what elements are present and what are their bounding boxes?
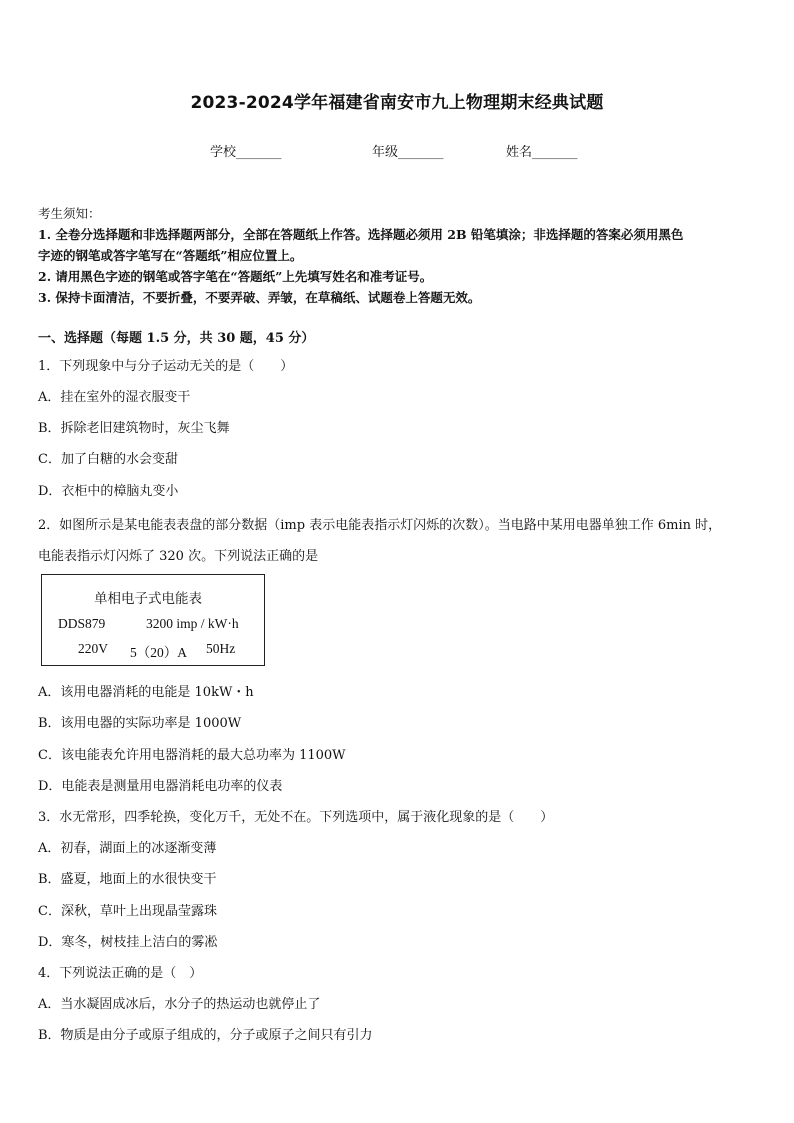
- exam-title: 2023-2024学年福建省南安市九上物理期末经典试题: [190, 93, 604, 113]
- exam-notice: [38, 203, 758, 308]
- name-field: 姓名_______: [506, 145, 578, 160]
- meter-constant: 3200 imp / kW·h: [146, 616, 239, 631]
- grade-field: 年级_______: [372, 145, 444, 160]
- question-2-stem-line-2: 电能表指示灯闪烁了 320 次。下列说法正确的是: [38, 549, 319, 564]
- question-1-option-c: C．加了白糖的水会变甜: [38, 452, 178, 467]
- section-1-heading: 一、选择题（每题 1.5 分，共 30 题，45 分）: [38, 331, 315, 346]
- notice-heading: 考生须知：: [38, 206, 101, 221]
- meter-voltage: 220V: [78, 641, 108, 656]
- question-3-option-b: B．盛夏，地面上的水很快变干: [38, 872, 217, 887]
- question-2-option-b: B．该用电器的实际功率是 1000W: [38, 716, 242, 731]
- question-2-option-d: D．电能表是测量用电器消耗电功率的仪表: [38, 779, 283, 794]
- question-4-option-a: A．当水凝固成冰后，水分子的热运动也就停止了: [38, 997, 321, 1012]
- notice-item-1-line-2: 字迹的钢笔或答字笔写在“答题纸”相应位置上。: [38, 248, 303, 263]
- question-3-option-c: C．深秋，草叶上出现晶莹露珠: [38, 904, 217, 919]
- question-4-option-b: B．物质是由分子或原子组成的，分子或原子之间只有引力: [38, 1028, 373, 1043]
- question-2-stem-line-1: 2．如图所示是某电能表表盘的部分数据（imp 表示电能表指示灯闪烁的次数）。当电路中某用电器单独工作 6min 时，: [38, 518, 722, 533]
- school-field: 学校_______: [210, 145, 282, 160]
- notice-item-2: 2. 请用黑色字迹的钢笔或答字笔在“答题纸”上先填写姓名和准考证号。: [38, 269, 433, 284]
- question-1-stem: 1．下列现象中与分子运动无关的是（ ）: [38, 359, 294, 374]
- notice-item-3: 3. 保持卡面清洁，不要折叠，不要弄破、弄皱，在草稿纸、试题卷上答题无效。: [38, 290, 481, 305]
- meter-title: 单相电子式电能表: [94, 591, 202, 606]
- notice-item-1-line-1: 1. 全卷分选择题和非选择题两部分，全部在答题纸上作答。选择题必须用 2B 铅笔填涂；非选择题的答案必须用黑色: [38, 227, 684, 242]
- question-3-option-d: D．寒冬，树枝挂上洁白的雾凇: [38, 935, 218, 950]
- question-2-option-a: A．该用电器消耗的电能是 10kW・h: [38, 685, 254, 700]
- question-4-stem: 4．下列说法正确的是（ ）: [38, 966, 203, 981]
- question-3-option-a: A．初春，湖面上的冰逐渐变薄: [38, 841, 217, 856]
- energy-meter-panel: [41, 574, 265, 666]
- question-3-stem: 3．水无常形，四季轮换，变化万千，无处不在。下列选项中，属于液化现象的是（ ）: [38, 810, 554, 825]
- question-1-option-b: B．拆除老旧建筑物时，灰尘飞舞: [38, 421, 230, 436]
- meter-current: 5（20）A: [130, 645, 187, 660]
- meter-model: DDS879: [58, 616, 106, 631]
- question-1-option-a: A．挂在室外的湿衣服变干: [38, 390, 191, 405]
- question-1-option-d: D．衣柜中的樟脑丸变小: [38, 484, 179, 499]
- meter-frequency: 50Hz: [206, 641, 236, 656]
- question-2-option-c: C．该电能表允许用电器消耗的最大总功率为 1100W: [38, 748, 346, 763]
